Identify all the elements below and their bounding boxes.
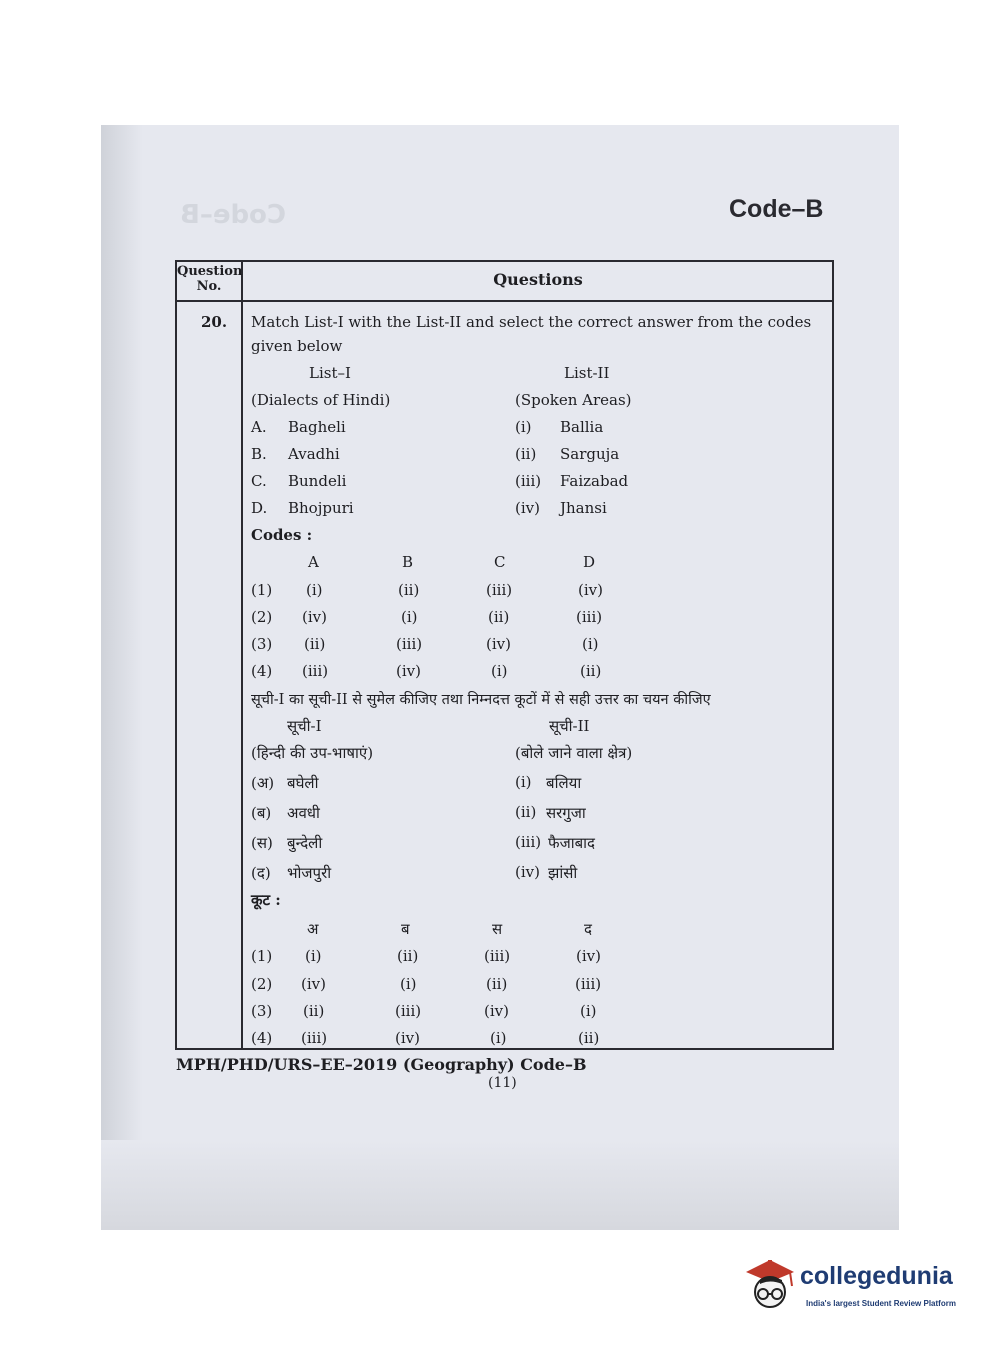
code-value: (i) — [491, 662, 508, 680]
code-value: (iv) — [486, 635, 511, 653]
brand-tagline: India's largest Student Review Platform — [806, 1299, 956, 1308]
code-header: D — [583, 553, 596, 571]
list2-key: (i) — [515, 418, 532, 436]
hindi-list2-caption: (बोले जाने वाला क्षेत्र) — [515, 744, 633, 762]
code-value: (i) — [306, 581, 323, 599]
question-prompt-line1: Match List-I with the List-II and select the correct answer from the codes — [251, 313, 812, 331]
hindi-code-value: (iii) — [301, 1029, 328, 1047]
code-header: C — [494, 553, 506, 571]
hindi-list2-key: (iv) — [515, 863, 540, 881]
table-column-divider — [241, 262, 243, 1048]
list2-title: List-II — [564, 364, 610, 382]
question-prompt-line2: given below — [251, 337, 343, 355]
code-option-number: (4) — [251, 662, 273, 680]
hindi-list1-title: सूची-I — [287, 717, 322, 735]
hindi-list2-title: सूची-II — [549, 717, 590, 735]
hindi-list1-key: (अ) — [251, 774, 275, 792]
list1-item: Bhojpuri — [288, 499, 354, 517]
page-footer: MPH/PHD/URS–EE–2019 (Geography) Code–B — [176, 1055, 587, 1074]
code-value: (iii) — [486, 581, 513, 599]
list2-item: Jhansi — [560, 499, 607, 517]
list2-caption: (Spoken Areas) — [515, 391, 632, 409]
hindi-codes-label: कूट : — [251, 891, 281, 909]
question-number-header-line1: Question — [177, 264, 243, 279]
hindi-code-header: द — [584, 920, 592, 938]
hindi-code-value: (i) — [490, 1029, 507, 1047]
questions-header: Questions — [493, 270, 583, 289]
list1-key: C. — [251, 472, 267, 490]
list1-caption: (Dialects of Hindi) — [251, 391, 391, 409]
hindi-list2-item: सरगुजा — [546, 804, 586, 822]
list1-item: Avadhi — [288, 445, 340, 463]
list2-item: Ballia — [560, 418, 604, 436]
code-value: (iv) — [578, 581, 603, 599]
code-value: (i) — [582, 635, 599, 653]
list2-key: (iv) — [515, 499, 540, 517]
code-label: Code–B — [729, 195, 824, 223]
hindi-list2-item: बलिया — [546, 774, 582, 792]
code-value: (i) — [401, 608, 418, 626]
code-value: (iii) — [576, 608, 603, 626]
hindi-list1-key: (ब) — [251, 804, 272, 822]
hindi-code-option-number: (2) — [251, 975, 273, 993]
hindi-code-value: (ii) — [486, 975, 508, 993]
hindi-code-value: (i) — [400, 975, 417, 993]
hindi-list1-item: अवधी — [287, 804, 320, 822]
list2-key: (ii) — [515, 445, 537, 463]
code-option-number: (3) — [251, 635, 273, 653]
hindi-code-value: (iii) — [575, 975, 602, 993]
hindi-list1-key: (द) — [251, 864, 271, 882]
hindi-code-option-number: (1) — [251, 947, 273, 965]
page-bottom-shadow — [101, 1140, 899, 1230]
code-option-number: (1) — [251, 581, 273, 599]
question-number: 20. — [201, 313, 228, 331]
bleed-through-code-label: Code–B — [180, 200, 287, 230]
hindi-code-value: (i) — [580, 1002, 597, 1020]
hindi-list2-key: (i) — [515, 773, 532, 791]
hindi-code-value: (ii) — [303, 1002, 325, 1020]
brand-name: collegedunia — [800, 1262, 953, 1290]
list2-item: Faizabad — [560, 472, 629, 490]
code-value: (iii) — [302, 662, 329, 680]
hindi-list2-key: (ii) — [515, 803, 537, 821]
hindi-code-option-number: (3) — [251, 1002, 273, 1020]
code-header: B — [402, 553, 414, 571]
hindi-list1-item: भोजपुरी — [287, 864, 332, 882]
list2-item: Sarguja — [560, 445, 620, 463]
list1-key: B. — [251, 445, 267, 463]
question-table — [175, 260, 834, 1050]
hindi-code-value: (iv) — [576, 947, 601, 965]
code-value: (ii) — [580, 662, 602, 680]
hindi-list2-item: फैजाबाद — [548, 834, 595, 852]
hindi-code-value: (i) — [305, 947, 322, 965]
code-value: (ii) — [304, 635, 326, 653]
table-header-divider — [177, 300, 832, 302]
code-value: (ii) — [488, 608, 510, 626]
list1-item: Bagheli — [288, 418, 346, 436]
codes-label: Codes : — [251, 526, 313, 544]
hindi-list1-item: बुन्देली — [287, 834, 323, 852]
hindi-code-value: (iii) — [484, 947, 511, 965]
hindi-code-header: स — [492, 920, 503, 938]
list1-key: D. — [251, 499, 268, 517]
hindi-code-value: (iii) — [395, 1002, 422, 1020]
question-number-header-line2: No. — [196, 279, 222, 294]
hindi-list2-key: (iii) — [515, 833, 542, 851]
hindi-code-value: (ii) — [397, 947, 419, 965]
hindi-list1-key: (स) — [251, 834, 273, 852]
hindi-code-option-number: (4) — [251, 1029, 273, 1047]
hindi-list2-item: झांसी — [548, 864, 578, 882]
hindi-code-header: अ — [307, 920, 319, 938]
code-option-number: (2) — [251, 608, 273, 626]
hindi-code-value: (ii) — [578, 1029, 600, 1047]
hindi-code-value: (iv) — [301, 975, 326, 993]
code-value: (iii) — [396, 635, 423, 653]
list2-key: (iii) — [515, 472, 542, 490]
list1-title: List–I — [309, 364, 351, 382]
hindi-code-value: (iv) — [484, 1002, 509, 1020]
page-fold-shadow — [101, 125, 143, 1230]
page-number: (11) — [488, 1075, 517, 1091]
hindi-code-value: (iv) — [395, 1029, 420, 1047]
code-header: A — [308, 553, 319, 571]
list1-key: A. — [251, 418, 267, 436]
code-value: (iv) — [396, 662, 421, 680]
code-value: (ii) — [398, 581, 420, 599]
hindi-list1-caption: (हिन्दी की उप-भाषाएं) — [251, 744, 374, 762]
list1-item: Bundeli — [288, 472, 347, 490]
code-value: (iv) — [302, 608, 327, 626]
hindi-question-prompt: सूची-I का सूची-II से सुमेल कीजिए तथा निम्नदत्त कूटों में से सही उत्तर का चयन कीजिए — [251, 692, 711, 708]
mascot-icon — [746, 1260, 794, 1307]
hindi-list1-item: बघेली — [287, 774, 319, 792]
hindi-code-header: ब — [401, 920, 410, 938]
question-number-header — [177, 264, 241, 294]
